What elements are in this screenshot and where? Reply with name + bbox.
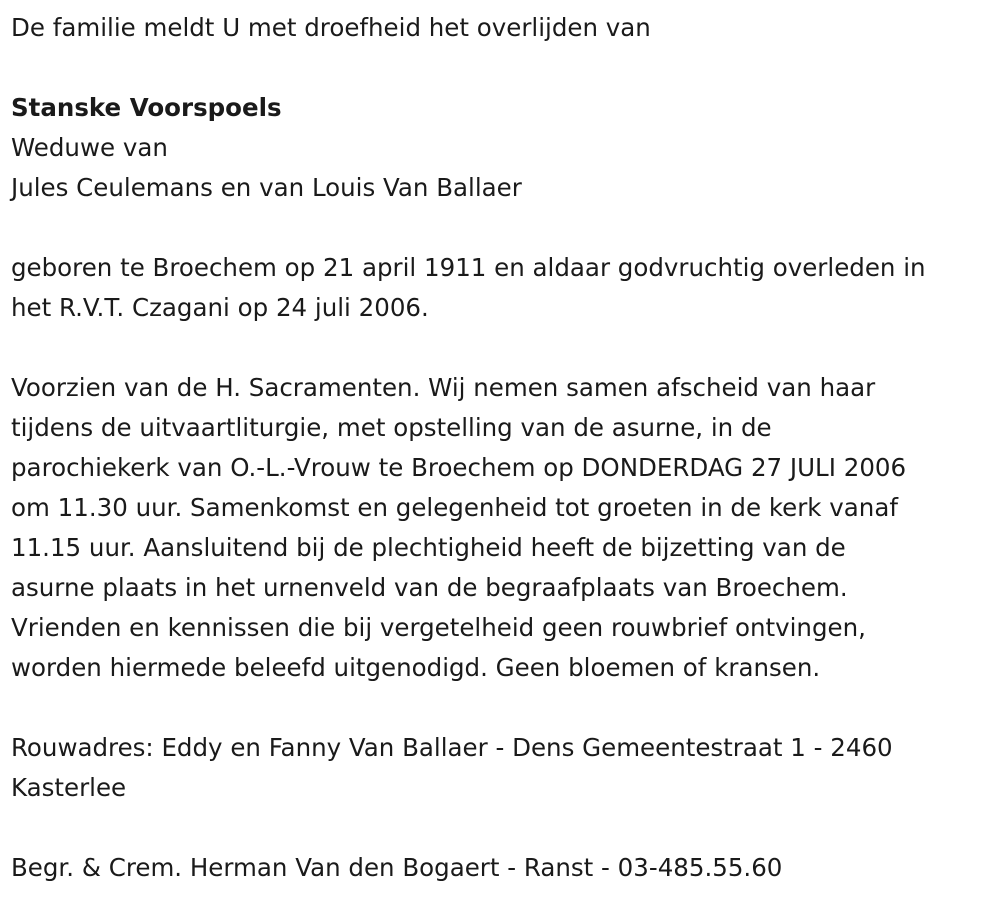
ceremony-line: om 11.30 uur. Samenkomst en gelegenheid tot groeten in de kerk vanaf	[11, 493, 898, 522]
ceremony-line: 11.15 uur. Aansluitend bij de plechtigheid heeft de bijzetting van de	[11, 533, 846, 562]
spacer	[11, 688, 988, 728]
address-line-2: Kasterlee	[11, 773, 127, 802]
spouses-text: Jules Ceulemans en van Louis Van Ballaer	[11, 173, 522, 202]
intro-text: De familie meldt U met droefheid het overlijden van	[11, 13, 651, 42]
birth-death-line-2: het R.V.T. Czagani op 24 juli 2006.	[11, 293, 429, 322]
ceremony-line: tijdens de uitvaartliturgie, met opstelling van de asurne, in de	[11, 413, 772, 442]
deceased-name: Stanske Voorspoels	[11, 93, 282, 122]
ceremony-line: worden hiermede beleefd uitgenodigd. Geen bloemen of kransen.	[11, 653, 821, 682]
birth-death-line-1: geboren te Broechem op 21 april 1911 en aldaar godvruchtig overleden in	[11, 253, 926, 282]
spacer	[11, 328, 988, 368]
funeral-director-text: Begr. & Crem. Herman Van den Bogaert - Ranst - 03-485.55.60	[11, 853, 783, 882]
address-line-1: Rouwadres: Eddy en Fanny Van Ballaer - Dens Gemeentestraat 1 - 2460	[11, 733, 893, 762]
spacer	[11, 208, 988, 248]
ceremony-line: Vrienden en kennissen die bij vergetelheid geen rouwbrief ontvingen,	[11, 613, 866, 642]
ceremony-line: parochiekerk van O.-L.-Vrouw te Broechem op DONDERDAG 27 JULI 2006	[11, 453, 907, 482]
widow-of-text: Weduwe van	[11, 133, 168, 162]
ceremony-line: asurne plaats in het urnenveld van de begraafplaats van Broechem.	[11, 573, 848, 602]
spacer	[11, 808, 988, 848]
ceremony-line: Voorzien van de H. Sacramenten. Wij nemen samen afscheid van haar	[11, 373, 876, 402]
